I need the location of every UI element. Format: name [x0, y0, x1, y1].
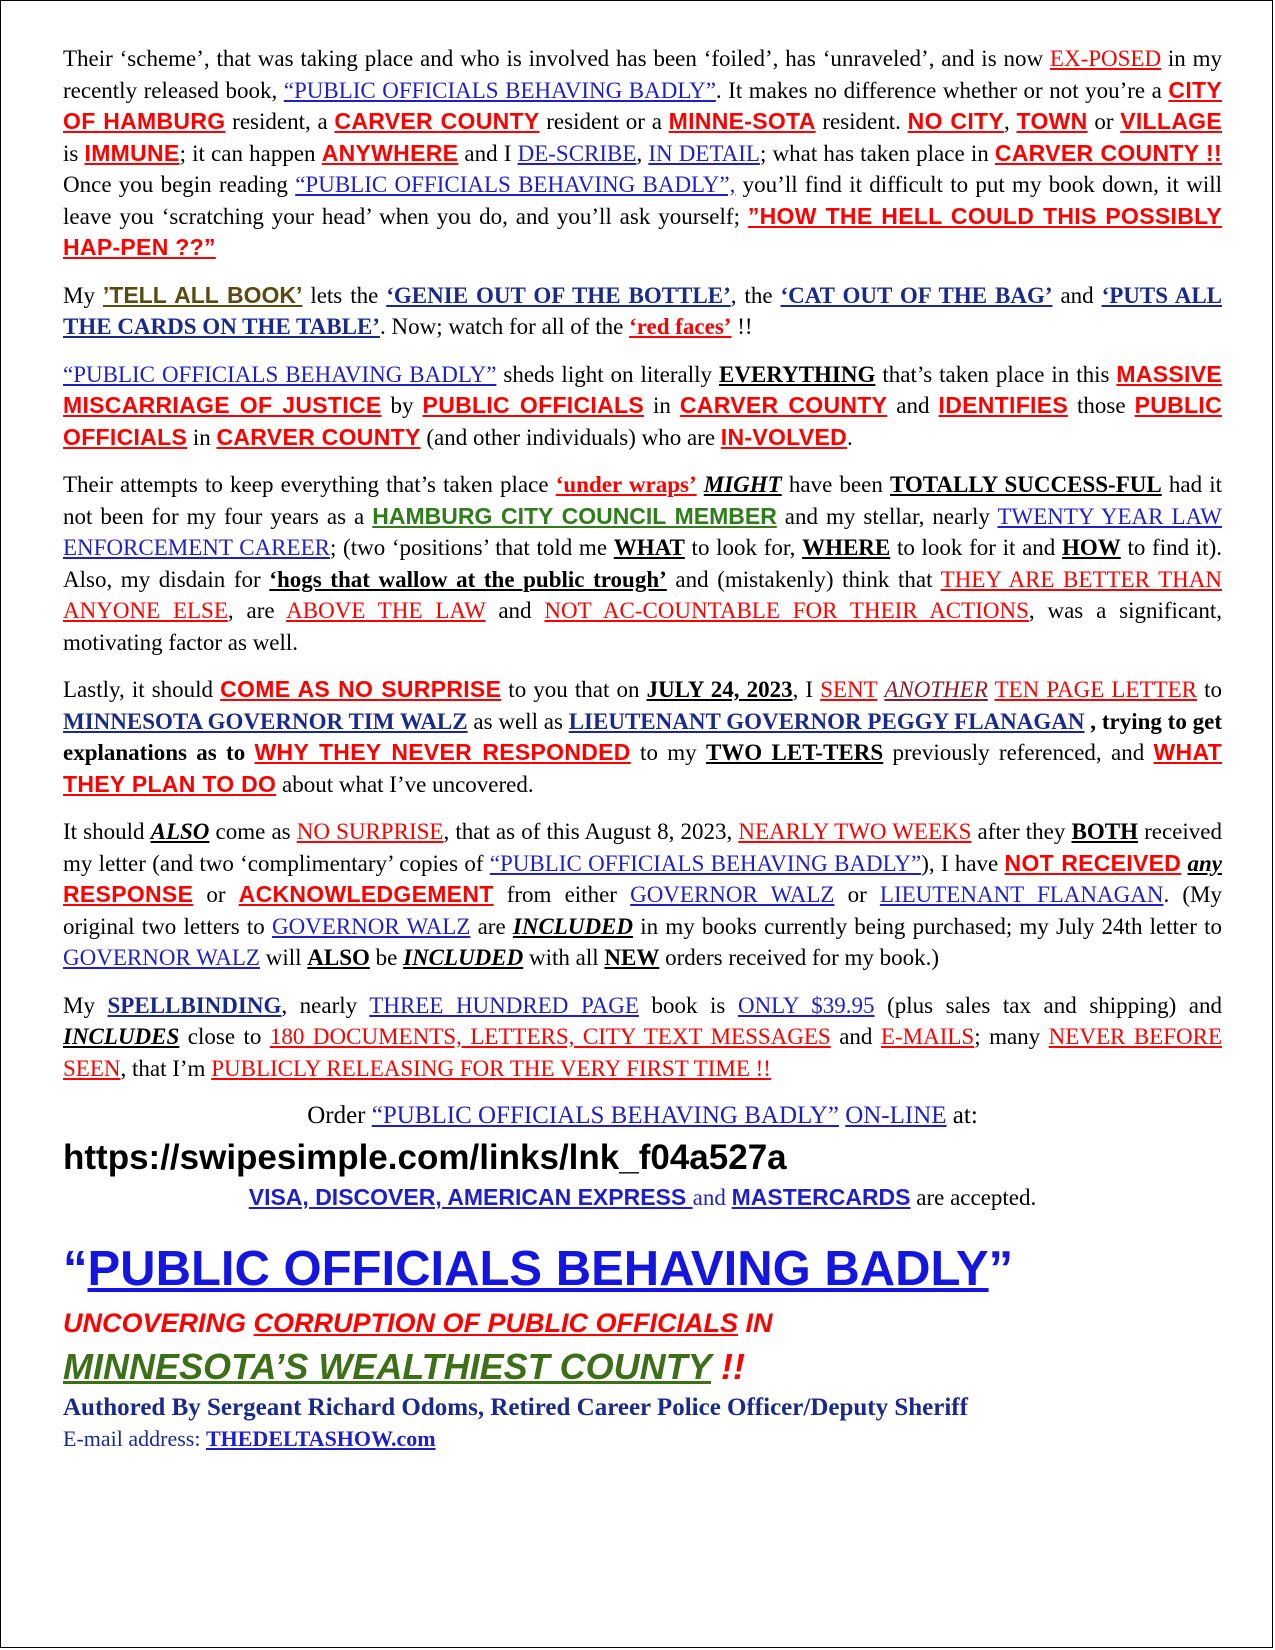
- paragraph-2: My ’TELL ALL BOOK’ lets the ‘GENIE OUT OF THE BOTTLE’, the ‘CAT OUT OF THE BAG’ and ‘PUTS ALL THE CARDS ON THE TABLE’. Now; watch for all of the ‘red faces’ !!: [63, 281, 1223, 339]
- document-body: [63, 43, 1222, 1453]
- email-link[interactable]: THEDELTASHOW.com: [205, 1426, 436, 1451]
- author-line: Authored By Sergeant Richard Odoms, Retired Career Police Officer/Deputy Sheriff: [63, 1394, 968, 1421]
- accepted-cards-line: VISA, DISCOVER, AMERICAN EXPRESS and MASTERCARDS are accepted.: [248, 1183, 1037, 1210]
- paragraph-5: Lastly, it should COME AS NO SURPRISE to you that on JULY 24, 2023, I SENT ANOTHER TEN PAGE LETTER to MINNESOTA GOVERNOR TIM WALZ as well as LIEUTENANT GOVERNOR PEGGY FLANAGAN , trying to get explanations as to WHY THEY NEVER RESPONDED to my TWO LET-TERS previously referenced, and WHAT THEY PLAN TO DO about what I’ve uncovered.: [63, 676, 1223, 797]
- paragraph-6: It should ALSO come as NO SURPRISE, that as of this August 8, 2023, NEARLY TWO WEEKS after they BOTH received my letter (and two ‘complimentary’ copies of “PUBLIC OFFICIALS BEHAVING BADLY”), I have NOT RECEIVED any RESPONSE or ACKNOWLEDGEMENT from either GOVERNOR WALZ or LIEUTENANT FLANAGAN. (My original two letters to GOVERNOR WALZ are INCLUDED in my books currently being purchased; my July 24th letter to GOVERNOR WALZ will ALSO be INCLUDED with all NEW orders received for my book.): [63, 819, 1223, 970]
- order-line: Order “PUBLIC OFFICIALS BEHAVING BADLY” ON-LINE at:: [307, 1102, 978, 1129]
- paragraph-4: Their attempts to keep everything that’s taken place ‘under wraps’ MIGHT have been TOTALLY SUCCESS-FUL had it not been for my four years as a HAMBURG CITY COUNCIL MEMBER and my stellar, nearly TWENTY YEAR LAW ENFORCEMENT CAREER; (two ‘positions’ that told me WHAT to look for, WHERE to look for it and HOW to find it). Also, my disdain for ‘hogs that wallow at the public trough’ and (mistakenly) think that THEY ARE BETTER THAN ANYONE ELSE, are ABOVE THE LAW and NOT AC-COUNTABLE FOR THEIR ACTIONS, was a significant, motivating factor as well.: [63, 472, 1223, 655]
- order-url-link[interactable]: https://swipesimple.com/links/lnk_f04a527a: [63, 1137, 787, 1177]
- email-line: E-mail address: THEDELTASHOW.com: [63, 1426, 436, 1451]
- book-subtitle-line-1: UNCOVERING CORRUPTION OF PUBLIC OFFICIALS IN: [63, 1308, 773, 1338]
- paragraph-1: Their ‘scheme’, that was taking place and who is involved has been ‘foiled’, has ‘unraveled’, and is now EX-POSED in my recently released book, “PUBLIC OFFICIALS BEHAVING BADLY”. It makes no difference whether or not you’re a CITY OF HAMBURG resident, a CARVER COUNTY resident or a MINNE-SOTA resident. NO CITY, TOWN or VILLAGE is IMMUNE; it can happen ANYWHERE and I DE-SCRIBE, IN DETAIL; what has taken place in CARVER COUNTY !! Once you begin reading “PUBLIC OFFICIALS BEHAVING BADLY”, you’ll find it difficult to put my book down, it will leave you ‘scratching your head’ when you do, and you’ll ask yourself; ”HOW THE HELL COULD THIS POSSIBLY HAP-PEN ??”: [63, 46, 1223, 260]
- paragraph-7: My SPELLBINDING, nearly THREE HUNDRED PAGE book is ONLY $39.95 (plus sales tax and shipping) and INCLUDES close to 180 DOCUMENTS, LETTERS, CITY TEXT MESSAGES and E-MAILS; many NEVER BEFORE SEEN, that I’m PUBLICLY RELEASING FOR THE VERY FIRST TIME !!: [63, 992, 1222, 1081]
- paragraph-3: “PUBLIC OFFICIALS BEHAVING BADLY” sheds light on literally EVERYTHING that’s taken place in this MASSIVE MISCARRIAGE OF JUSTICE by PUBLIC OFFICIALS in CARVER COUNTY and IDENTIFIES those PUBLIC OFFICIALS in CARVER COUNTY (and other individuals) who are IN-VOLVED.: [63, 360, 1223, 450]
- book-title: “PUBLIC OFFICIALS BEHAVING BADLY”: [63, 1242, 1014, 1296]
- book-subtitle-line-2: MINNESOTA’S WEALTHIEST COUNTY !!: [63, 1346, 746, 1387]
